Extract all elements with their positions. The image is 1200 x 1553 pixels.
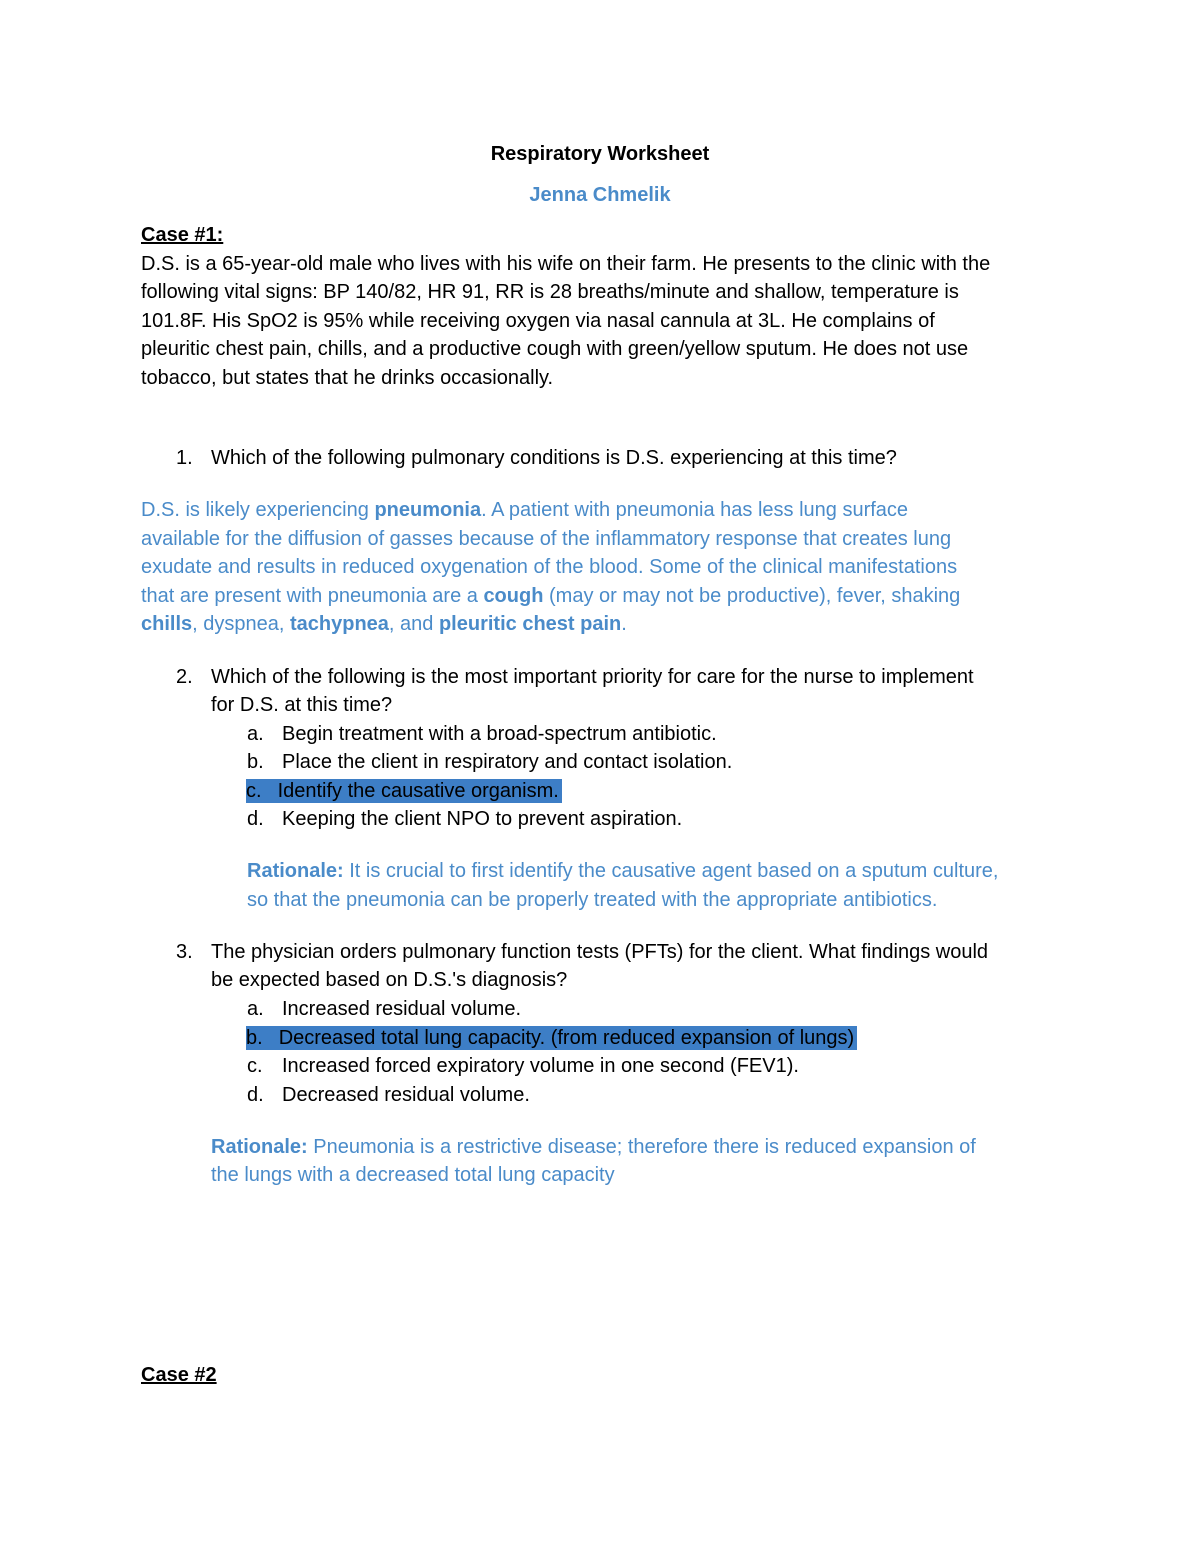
document-title: Respiratory Worksheet <box>490 143 710 165</box>
question2-text: Which of the following is the most important priority for care for the nurse to implement <box>211 666 974 688</box>
keyword-cough: cough <box>483 585 544 607</box>
answer1-line: D.S. is likely experiencing pneumonia. A patient with pneumonia has less lung surface <box>141 499 909 521</box>
selected-option: b. Decreased total lung capacity. (from reduced expansion of lungs) <box>246 1026 857 1050</box>
case1-text-line: pleuritic chest pain, chills, and a productive cough with green/yellow sputum. He does not use <box>141 338 969 360</box>
rationale3: Rationale: Pneumonia is a restrictive disease; therefore there is reduced expansion of <box>211 1136 976 1158</box>
option-letter: d. <box>247 1084 264 1106</box>
author-name: Jenna Chmelik <box>529 184 671 206</box>
option-text: Increased residual volume. <box>282 998 522 1020</box>
answer1-line: chills, dyspnea, tachypnea, and pleuritic chest pain. <box>141 613 627 635</box>
selected-option: c. Identify the causative organism. <box>246 779 562 803</box>
rationale-label: Rationale: <box>247 860 344 882</box>
question3-text: be expected based on D.S.'s diagnosis? <box>211 969 568 991</box>
option-letter: a. <box>247 998 264 1020</box>
question-number: 2. <box>176 666 193 688</box>
keyword-pneumonia: pneumonia <box>374 499 482 521</box>
rationale2-line: so that the pneumonia can be properly treated with the appropriate antibiotics. <box>247 889 938 911</box>
option-text: Begin treatment with a broad-spectrum antibiotic. <box>282 723 717 745</box>
keyword-chills: chills <box>141 613 193 635</box>
case1-text-line: tobacco, but states that he drinks occasionally. <box>141 367 554 389</box>
rationale2: Rationale: It is crucial to first identify the causative agent based on a sputum culture, <box>247 860 999 882</box>
option-letter: b. <box>247 751 264 773</box>
question1-text: Which of the following pulmonary conditions is D.S. experiencing at this time? <box>211 447 897 469</box>
option-letter: d. <box>247 808 264 830</box>
case1-text-line: 101.8F. His SpO2 is 95% while receiving oxygen via nasal cannula at 3L. He complains of <box>141 310 935 332</box>
case1-text-line: D.S. is a 65-year-old male who lives with his wife on their farm. He presents to the clinic with the <box>141 253 991 275</box>
question3-text: The physician orders pulmonary function tests (PFTs) for the client. What findings would <box>211 941 989 963</box>
option-text: Increased forced expiratory volume in one second (FEV1). <box>282 1055 799 1077</box>
case2-heading: Case #2 <box>141 1364 217 1386</box>
option-letter: a. <box>247 723 264 745</box>
option-text: Decreased residual volume. <box>282 1084 530 1106</box>
question-number: 3. <box>176 941 193 963</box>
option-letter: c. <box>247 1055 263 1077</box>
keyword-pleuritic-chest-pain: pleuritic chest pain <box>438 613 622 635</box>
keyword-tachypnea: tachypnea <box>289 613 389 635</box>
rationale-label: Rationale: <box>211 1136 308 1158</box>
option-text: Place the client in respiratory and contact isolation. <box>282 751 733 773</box>
option-text: Keeping the client NPO to prevent aspiration. <box>282 808 683 830</box>
question-number: 1. <box>176 447 193 469</box>
answer1-line: that are present with pneumonia are a cough (may or may not be productive), fever, shaking <box>141 585 961 607</box>
answer1-line: exudate and results in reduced oxygenation of the blood. Some of the clinical manifestations <box>141 556 958 578</box>
case1-heading: Case #1: <box>141 224 224 246</box>
question2-text: for D.S. at this time? <box>211 694 393 716</box>
case1-text-line: following vital signs: BP 140/82, HR 91, RR is 28 breaths/minute and shallow, temperature is <box>141 281 959 303</box>
rationale3-line: the lungs with a decreased total lung capacity <box>211 1164 615 1186</box>
answer1-line: available for the diffusion of gasses because of the inflammatory response that creates lung <box>141 528 952 550</box>
